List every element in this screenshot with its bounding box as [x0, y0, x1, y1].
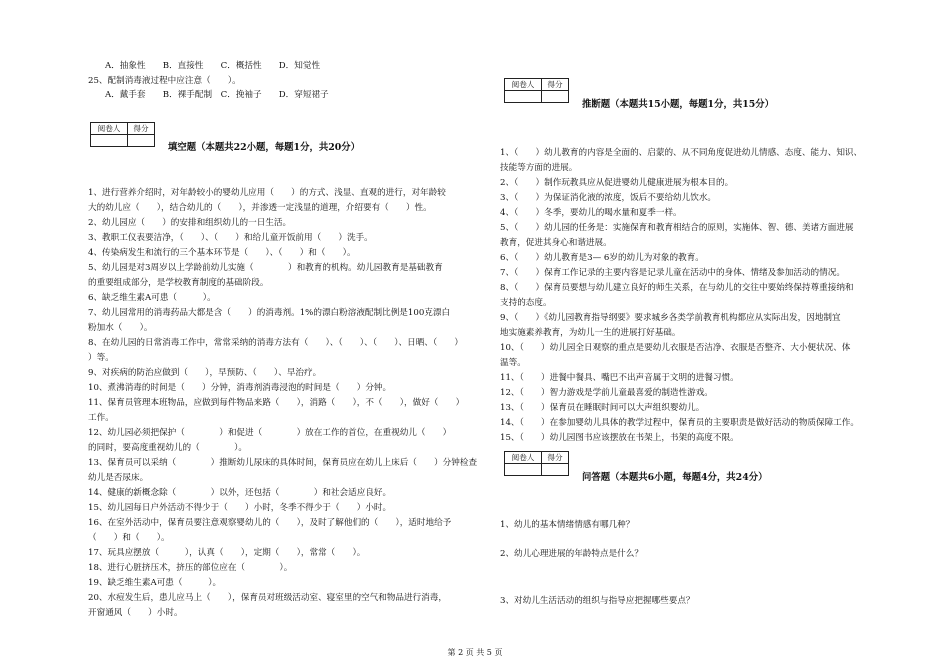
score-table-fill [90, 122, 155, 147]
fill-line: 8、在幼儿园的日常消毒工作中，常常采纳的消毒方法有（ ）、（ ）、（ ）、日晒、（ ） [88, 338, 463, 348]
judge-line: 15、（ ）幼儿园图书应该摆放在书架上，书架的高度不限。 [500, 433, 739, 443]
qa-question: 3、对幼儿生活活动的组织与指导应把握哪些要点？ [500, 596, 695, 606]
section-title-qa: 问答题（本题共6小题，每题4分，共24分） [582, 472, 768, 483]
score-label: 得分 [128, 123, 155, 135]
q25-options: A．戴手套 B．裸手配制 C．挽袖子 D．穿短裙子 [105, 90, 329, 100]
score-label: 得分 [542, 79, 569, 91]
section-title-fill: 填空题（本题共22小题，每题1分，共20分） [168, 142, 360, 153]
fill-line: 工作。 [88, 413, 114, 423]
fill-line: 6、缺乏维生素A可患（ ）。 [88, 293, 216, 303]
judge-line: 3、（ ）为保证消化液的浓度，饭后不要给幼儿饮水。 [500, 193, 717, 203]
judge-line: 地实施素养教育，为幼儿一生的进展打好基础。 [500, 328, 681, 338]
fill-line: 19、缺乏维生素A可患（ ）。 [88, 578, 222, 588]
fill-line: 的同时，要高度重视幼儿的（ ）。 [88, 443, 247, 453]
fill-line: 9、对疾病的防治应做到（ ），早预防、（ ）、早治疗。 [88, 368, 322, 378]
judge-line: 教育，促进其身心和谐进展。 [500, 238, 612, 248]
fill-line: 17、玩具应摆放（ ），认真（ ），定期（ ），常常（ ）。 [88, 548, 366, 558]
q25-question: 25、配制消毒液过程中应注意（ ）。 [88, 76, 241, 86]
fill-line: 7、幼儿园常用的消毒药品大都是含（ ）的消毒剂。1%的漂白粉溶液配制比例是100克漂白 [88, 308, 451, 318]
score-cell [128, 135, 155, 147]
fill-line: ）等。 [88, 353, 114, 363]
fill-line: 幼儿是否尿床。 [88, 473, 149, 483]
fill-line: 11、保育员管理本班物品，应做到每件物品来路（ ），消路（ ），不（ ），做好（ ） [88, 398, 465, 408]
fill-line: 的重要组成部分，是学校教育制度的基础阶段。 [88, 278, 269, 288]
fill-line: 1、进行营养介绍时，对年龄较小的婴幼儿应用（ ）的方式、浅显、直观的进行，对年龄较 [88, 188, 446, 198]
fill-line: 大的幼儿应（ ），结合幼儿的（ ），并渗透一定浅显的道理，介绍要有（ ）性。 [88, 203, 432, 213]
judge-line: 4、（ ）冬季，要幼儿的喝水量和夏季一样。 [500, 208, 682, 218]
judge-line: 6、（ ）幼儿教育是3— 6岁的幼儿为对象的教育。 [500, 253, 704, 263]
judge-line: 温等。 [500, 358, 526, 368]
score-table-judge [504, 78, 569, 103]
qa-question: 2、幼儿心理进展的年龄特点是什么？ [500, 549, 643, 559]
reviewer-cell [91, 135, 128, 147]
qa-question: 1、幼儿的基本情绪情感有哪几种？ [500, 520, 635, 530]
fill-line: 2、幼儿园应（ ）的安排和组织幼儿的一日生活。 [88, 218, 292, 228]
score-cell [542, 91, 569, 103]
reviewer-cell [505, 91, 542, 103]
fill-line: 20、水痘发生后，患儿应马上（ ），保育员对班级活动室、寝室里的空气和物品进行消毒， [88, 593, 447, 603]
fill-line: 16、在室外活动中，保育员要注意观察婴幼儿的（ ），及时了解他们的（ ），适时地给予 [88, 518, 452, 528]
judge-line: 8、（ ）保育员要想与幼儿建立良好的师生关系，在与幼儿的交往中要始终保持尊重接纳和 [500, 283, 854, 293]
judge-line: 14、（ ）在参加婴幼儿具体的教学过程中，保育员的主要职责是做好活动的物质保障工作。 [500, 418, 859, 428]
judge-line: 7、（ ）保育工作记录的主要内容是记录儿童在活动中的身体、情绪及参加活动的情况。 [500, 268, 845, 278]
judge-line: 12、（ ）智力游戏是学前儿童最喜爱的制造性游戏。 [500, 388, 713, 398]
section-title-judge: 推断题（本题共15小题，每题1分，共15分） [582, 99, 774, 110]
judge-line: 技能等方面的进展。 [500, 163, 578, 173]
fill-line: 15、幼儿园每日户外活动不得少于（ ）小时，冬季不得少于（ ）小时。 [88, 503, 392, 513]
judge-line: 5、（ ）幼儿园的任务是：实施保育和教育相结合的原则，实施体、智、德、美诸方面进展 [500, 223, 854, 233]
fill-line: 13、保育员可以采纳（ ）推断幼儿尿床的具体时间，保育员应在幼儿上床后（ ）分钟检查 [88, 458, 478, 468]
q24-options: A．抽象性 B．直接性 C．概括性 D．知觉性 [105, 61, 321, 71]
judge-line: 1、（ ）幼儿教育的内容是全面的、启蒙的、从不同角度促进幼儿情感、态度、能力、知识、 [500, 148, 863, 158]
fill-line: 3、教职工仪表要洁净，（ ）、（ ）和给儿童开饭前用（ ）洗手。 [88, 233, 373, 243]
fill-line: 开窗通风（ ）小时。 [88, 608, 183, 618]
score-table-qa [504, 451, 569, 476]
judge-line: 13、（ ）保育员在睡眠时间可以大声组织婴幼儿。 [500, 403, 705, 413]
reviewer-label: 阅卷人 [505, 452, 542, 464]
fill-line: （ ）和（ ）。 [88, 533, 170, 543]
score-cell [542, 464, 569, 476]
fill-line: 18、进行心脏挤压术，挤压的部位应在（ ）。 [88, 563, 293, 573]
score-label: 得分 [542, 452, 569, 464]
reviewer-label: 阅卷人 [505, 79, 542, 91]
fill-line: 10、煮沸消毒的时间是（ ）分钟，消毒剂消毒浸泡的时间是（ ）分钟。 [88, 383, 392, 393]
judge-line: 11、（ ）进餐中餐具、嘴巴不出声音属于文明的进餐习惯。 [500, 373, 739, 383]
fill-line: 12、幼儿园必须把保护（ ）和促进（ ）放在工作的首位，在重视幼儿（ ） [88, 428, 452, 438]
page-footer: 第 2 页 共 5 页 [447, 648, 503, 657]
reviewer-label: 阅卷人 [91, 123, 128, 135]
judge-line: 2、（ ）制作玩教具应从促进婴幼儿健康进展为根本目的。 [500, 178, 734, 188]
fill-line: 4、传染病发生和流行的三个基本环节是（ ）、（ ）和（ ）。 [88, 248, 356, 258]
judge-line: 支持的态度。 [500, 298, 552, 308]
judge-line: 9、（ ）《幼儿园教育指导纲要》要求城乡各类学前教育机构都应从实际出发，因地制宜 [500, 313, 841, 323]
fill-line: 5、幼儿园是对3周岁以上学龄前幼儿实施（ ）和教育的机构。幼儿园教育是基础教育 [88, 263, 443, 273]
fill-line: 14、健康的新概念除（ ）以外，还包括（ ）和社会适应良好。 [88, 488, 392, 498]
fill-line: 粉加水（ ）。 [88, 323, 153, 333]
judge-line: 10、（ ）幼儿园全日观察的重点是要幼儿衣服是否洁净、衣服是否整齐、大小便状况、体 [500, 343, 851, 353]
reviewer-cell [505, 464, 542, 476]
